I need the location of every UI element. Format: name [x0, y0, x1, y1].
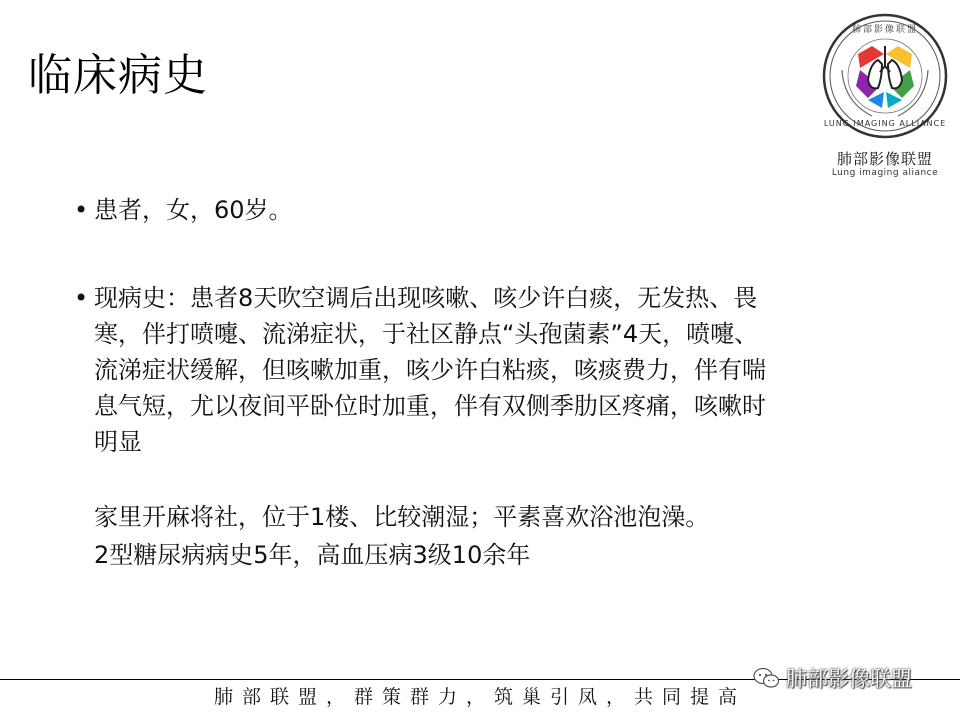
watermark-text: 肺部影像联盟 [786, 667, 912, 691]
bullet-item [72, 192, 914, 228]
logo-text-cn: 肺部影像联盟 [836, 150, 933, 168]
logo-ring-text-cn: 肺部影像联盟 [851, 25, 919, 35]
bullet-text: 患者，女，60岁。 [94, 196, 293, 224]
bullet-dot-icon: • [74, 196, 89, 224]
bullet-line: 寒，伴打喷嚏、流涕症状，于社区静点“头孢菌素”4天，喷嚏、 [94, 320, 759, 348]
logo-ring-text: LUNG IMAGING ALLIANCE [823, 119, 947, 128]
bullet-line: 流涕症状缓解，但咳嗽加重，咳少许白粘痰，咳痰费力，伴有喘 [94, 356, 766, 384]
bullet-dot-icon: • [74, 284, 89, 312]
slide-title: 临床病史 [28, 50, 208, 101]
bullet-line: 明显 [94, 428, 142, 456]
wechat-icon [752, 666, 780, 690]
bullet-item [72, 280, 894, 460]
plain-text-line: 2型糖尿病病史5年，高血压病3级10余年 [94, 541, 531, 569]
bullet-line: 息气短，尤以夜间平卧位时加重，伴有双侧季肋区疼痛，咳嗽时 [94, 392, 766, 420]
footer-slogan: 肺部联盟，群策群力，筑巢引凤，共同提高 [213, 686, 746, 708]
lung-imaging-alliance-logo [820, 10, 950, 180]
wechat-watermark [752, 664, 912, 692]
bullet-line: 现病史：患者8天吹空调后出现咳嗽、咳少许白痰，无发热、畏 [94, 284, 758, 312]
logo-text-en: Lung imaging aliance [831, 168, 939, 178]
logo-emblem-icon [820, 10, 950, 150]
plain-text-line: 家里开麻将社，位于1楼、比较潮湿；平素喜欢浴池泡澡。 [94, 503, 710, 531]
